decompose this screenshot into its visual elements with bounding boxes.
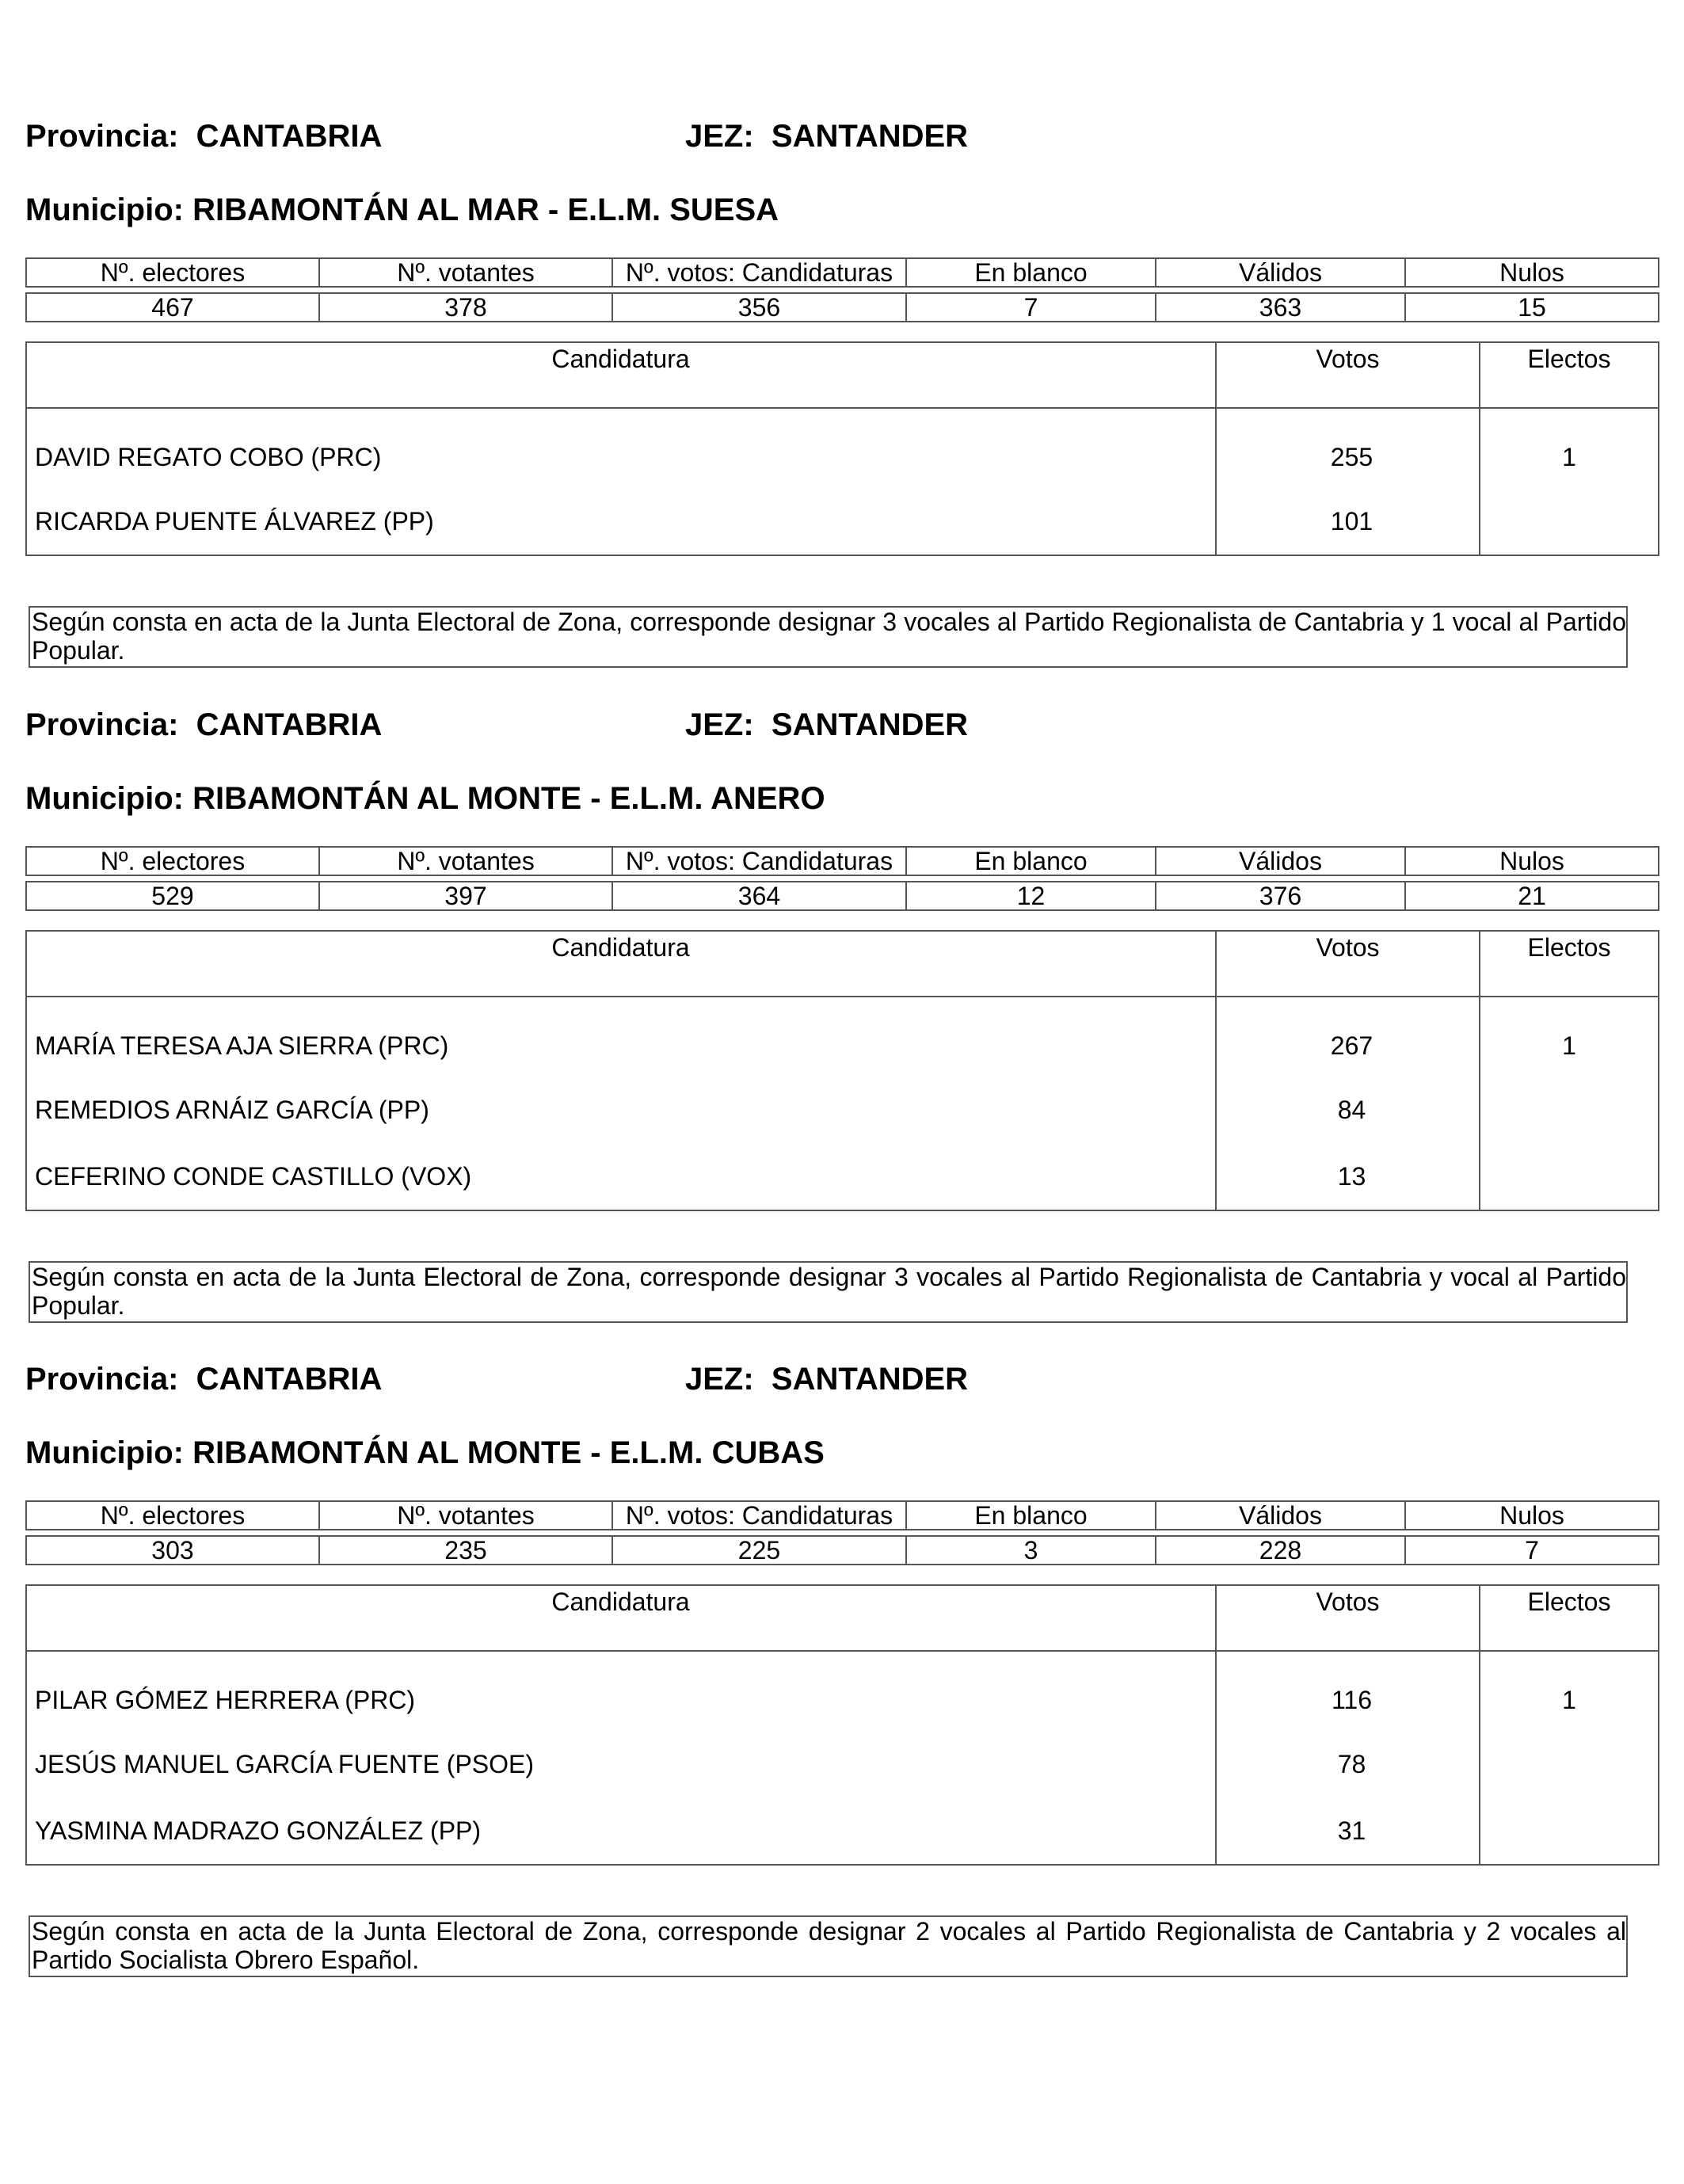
electos-header: Electos	[1480, 1585, 1659, 1651]
candidate-electos: 1	[1480, 1651, 1659, 1731]
summary-value: 356	[612, 293, 906, 322]
candidate-electos	[1480, 1143, 1659, 1210]
candidate-name: JESÚS MANUEL GARCÍA FUENTE (PSOE)	[26, 1731, 1216, 1797]
summary-value: 225	[612, 1536, 906, 1565]
candidate-row	[26, 997, 1659, 1077]
summary-value: 228	[1156, 1536, 1405, 1565]
provincia-label: Provincia: CANTABRIA	[25, 707, 383, 742]
summary-value: 7	[1405, 1536, 1659, 1565]
votos-header: Votos	[1216, 1585, 1480, 1651]
candidate-votes: 255	[1216, 408, 1480, 488]
section-anero	[25, 707, 1658, 1191]
section-suesa	[25, 119, 1658, 536]
candidate-row	[26, 1143, 1659, 1210]
jez-label: JEZ: SANTANDER	[685, 707, 969, 742]
summary-header: Nulos	[1405, 258, 1659, 287]
jez-label: JEZ: SANTANDER	[685, 119, 969, 154]
candidate-votes: 13	[1216, 1143, 1480, 1210]
candidate-votes: 267	[1216, 997, 1480, 1077]
summary-value: 363	[1156, 293, 1405, 322]
candidate-name: YASMINA MADRAZO GONZÁLEZ (PP)	[26, 1797, 1216, 1865]
candidate-row	[26, 1077, 1659, 1143]
summary-table	[25, 1500, 1659, 1565]
section-cubas	[25, 1362, 1658, 1845]
summary-header: Nº. votos: Candidaturas	[612, 847, 906, 875]
summary-value: 7	[906, 293, 1156, 322]
candidate-row	[26, 408, 1659, 488]
summary-table	[25, 257, 1659, 322]
votos-header: Votos	[1216, 931, 1480, 997]
candidatura-header: Candidatura	[26, 1585, 1216, 1651]
candidate-votes: 31	[1216, 1797, 1480, 1865]
summary-value-row	[26, 882, 1659, 910]
note-box: Según consta en acta de la Junta Electoral de Zona, corresponde designar 3 vocales al Partido Regionalista de Cantabria y 1 vocal al Partido Popular.	[29, 606, 1628, 668]
candidates-table	[25, 930, 1659, 1211]
summary-value: 21	[1405, 882, 1659, 910]
summary-value-row	[26, 293, 1659, 322]
candidate-electos	[1480, 488, 1659, 555]
summary-value: 397	[319, 882, 612, 910]
candidatura-header: Candidatura	[26, 342, 1216, 408]
candidate-electos: 1	[1480, 997, 1659, 1077]
summary-header: Nulos	[1405, 847, 1659, 875]
candidate-row	[26, 1731, 1659, 1797]
summary-header: Nº. votantes	[319, 1501, 612, 1530]
summary-header: En blanco	[906, 1501, 1156, 1530]
municipio-title: Municipio: RIBAMONTÁN AL MAR - E.L.M. SUESA	[25, 192, 779, 227]
summary-header: En blanco	[906, 258, 1156, 287]
candidate-name: DAVID REGATO COBO (PRC)	[26, 408, 1216, 488]
summary-header: Válidos	[1156, 1501, 1405, 1530]
provincia-label: Provincia: CANTABRIA	[25, 119, 383, 154]
candidate-electos	[1480, 1797, 1659, 1865]
header-row	[25, 119, 1658, 158]
votos-header: Votos	[1216, 342, 1480, 408]
candidatura-header: Candidatura	[26, 931, 1216, 997]
summary-value: 467	[26, 293, 319, 322]
candidates-table	[25, 341, 1659, 556]
candidate-name: PILAR GÓMEZ HERRERA (PRC)	[26, 1651, 1216, 1731]
candidates-table	[25, 1584, 1659, 1866]
summary-value: 364	[612, 882, 906, 910]
summary-value: 15	[1405, 293, 1659, 322]
header-row	[25, 707, 1658, 747]
summary-header: En blanco	[906, 847, 1156, 875]
candidate-row	[26, 1797, 1659, 1865]
candidate-electos: 1	[1480, 408, 1659, 488]
candidate-electos	[1480, 1731, 1659, 1797]
candidate-name: RICARDA PUENTE ÁLVAREZ (PP)	[26, 488, 1216, 555]
candidate-name: REMEDIOS ARNÁIZ GARCÍA (PP)	[26, 1077, 1216, 1143]
electos-header: Electos	[1480, 342, 1659, 408]
candidate-votes: 101	[1216, 488, 1480, 555]
candidate-name: MARÍA TERESA AJA SIERRA (PRC)	[26, 997, 1216, 1077]
summary-header: Válidos	[1156, 847, 1405, 875]
candidates-header-row	[26, 931, 1659, 997]
candidate-electos	[1480, 1077, 1659, 1143]
summary-header-row	[26, 258, 1659, 287]
summary-table	[25, 846, 1659, 911]
candidates-header-row	[26, 342, 1659, 408]
summary-header: Nº. votantes	[319, 847, 612, 875]
jez-label: JEZ: SANTANDER	[685, 1362, 969, 1397]
candidate-row	[26, 1651, 1659, 1731]
summary-value: 529	[26, 882, 319, 910]
summary-value: 12	[906, 882, 1156, 910]
summary-header: Nº. votos: Candidaturas	[612, 1501, 906, 1530]
summary-header-row	[26, 847, 1659, 875]
candidate-votes: 84	[1216, 1077, 1480, 1143]
summary-header-row	[26, 1501, 1659, 1530]
summary-value: 235	[319, 1536, 612, 1565]
municipio-title: Municipio: RIBAMONTÁN AL MONTE - E.L.M. CUBAS	[25, 1435, 825, 1470]
summary-header: Nº. votos: Candidaturas	[612, 258, 906, 287]
summary-header: Nº. electores	[26, 847, 319, 875]
candidate-votes: 116	[1216, 1651, 1480, 1731]
candidate-row	[26, 488, 1659, 555]
header-row	[25, 1362, 1658, 1401]
summary-value: 303	[26, 1536, 319, 1565]
summary-value: 378	[319, 293, 612, 322]
note-box: Según consta en acta de la Junta Electoral de Zona, corresponde designar 2 vocales al Partido Regionalista de Cantabria y 2 vocales al Partido Socialista Obrero Español.	[29, 1915, 1628, 1977]
summary-header: Nº. votantes	[319, 258, 612, 287]
summary-value: 376	[1156, 882, 1405, 910]
candidates-header-row	[26, 1585, 1659, 1651]
summary-header: Nulos	[1405, 1501, 1659, 1530]
municipio-title: Municipio: RIBAMONTÁN AL MONTE - E.L.M. ANERO	[25, 781, 825, 816]
electos-header: Electos	[1480, 931, 1659, 997]
summary-header: Válidos	[1156, 258, 1405, 287]
candidate-name: CEFERINO CONDE CASTILLO (VOX)	[26, 1143, 1216, 1210]
note-box: Según consta en acta de la Junta Electoral de Zona, corresponde designar 3 vocales al Partido Regionalista de Cantabria y vocal al Partido Popular.	[29, 1261, 1628, 1323]
summary-header: Nº. electores	[26, 1501, 319, 1530]
provincia-label: Provincia: CANTABRIA	[25, 1362, 383, 1397]
candidate-votes: 78	[1216, 1731, 1480, 1797]
summary-value: 3	[906, 1536, 1156, 1565]
summary-header: Nº. electores	[26, 258, 319, 287]
summary-value-row	[26, 1536, 1659, 1565]
